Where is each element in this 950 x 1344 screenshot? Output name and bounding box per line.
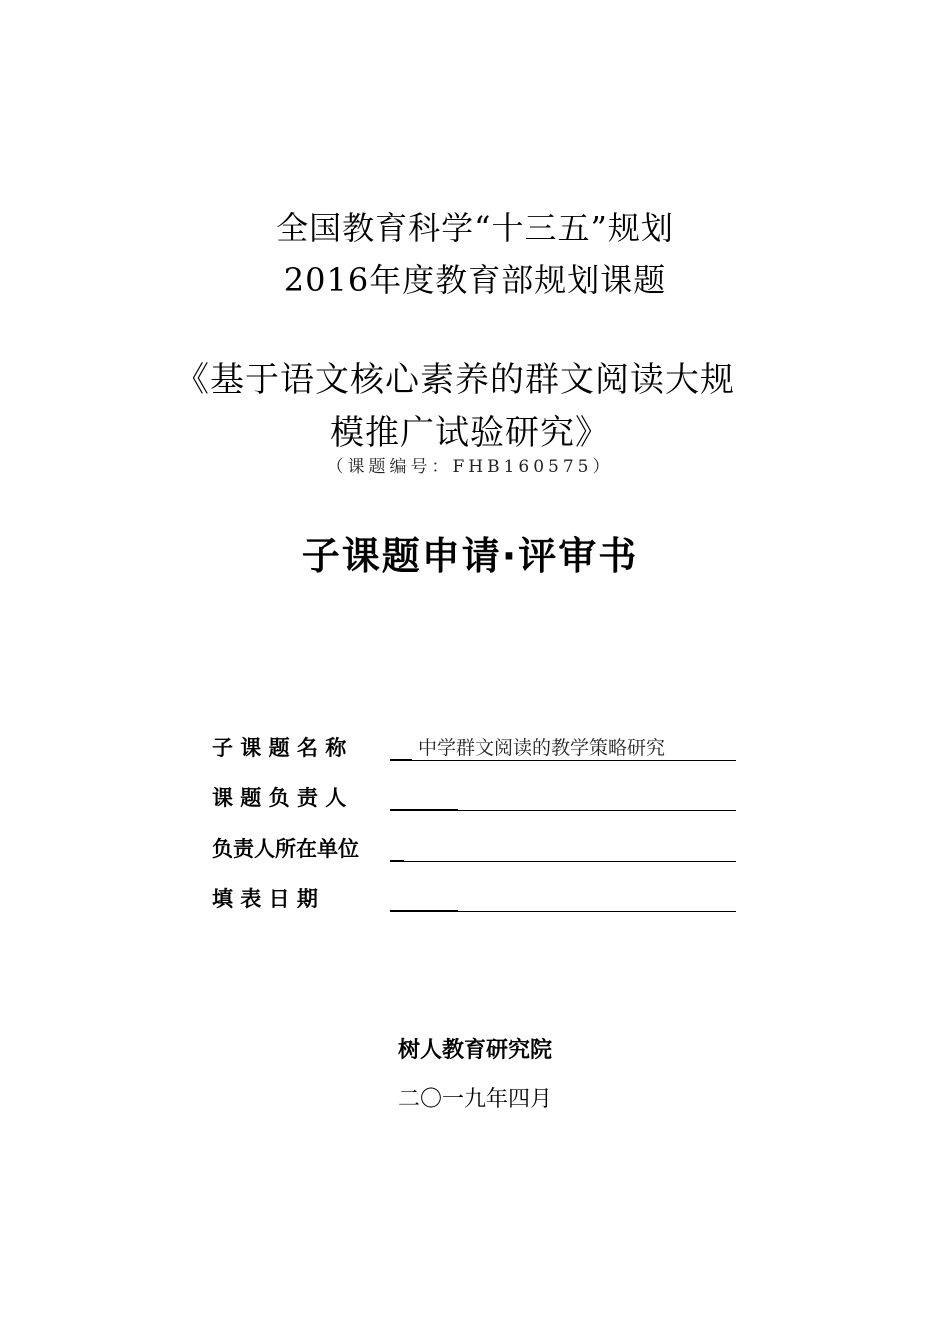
document-date: 二〇一九年四月	[397, 1087, 552, 1112]
field-value[interactable]: 中学群文阅读的教学策略研究	[418, 737, 666, 759]
underline-accent	[390, 860, 404, 862]
field-label: 负责人所在单位	[212, 837, 359, 861]
project-title-line-2: 模推广试验研究》	[330, 413, 610, 453]
project-code: （课题编号：FHB160575）	[326, 457, 614, 477]
underline-accent	[390, 809, 458, 811]
underline	[390, 861, 736, 862]
header-line-2: 2016年度教育部规划课题	[283, 261, 667, 299]
underline-accent	[390, 759, 412, 761]
project-title-line-1: 《基于语文核心素养的群文阅读大规	[175, 360, 735, 400]
field-label: 课 题 负 责 人	[212, 786, 347, 810]
document-title: 子课题申请·评审书	[301, 534, 639, 578]
underline-accent	[390, 910, 458, 912]
organization-name: 树人教育研究院	[397, 1038, 552, 1063]
header-line-1: 全国教育科学“十三五”规划	[276, 209, 674, 247]
field-label: 填 表 日 期	[212, 887, 318, 911]
field-label: 子 课 题 名 称	[212, 736, 347, 760]
